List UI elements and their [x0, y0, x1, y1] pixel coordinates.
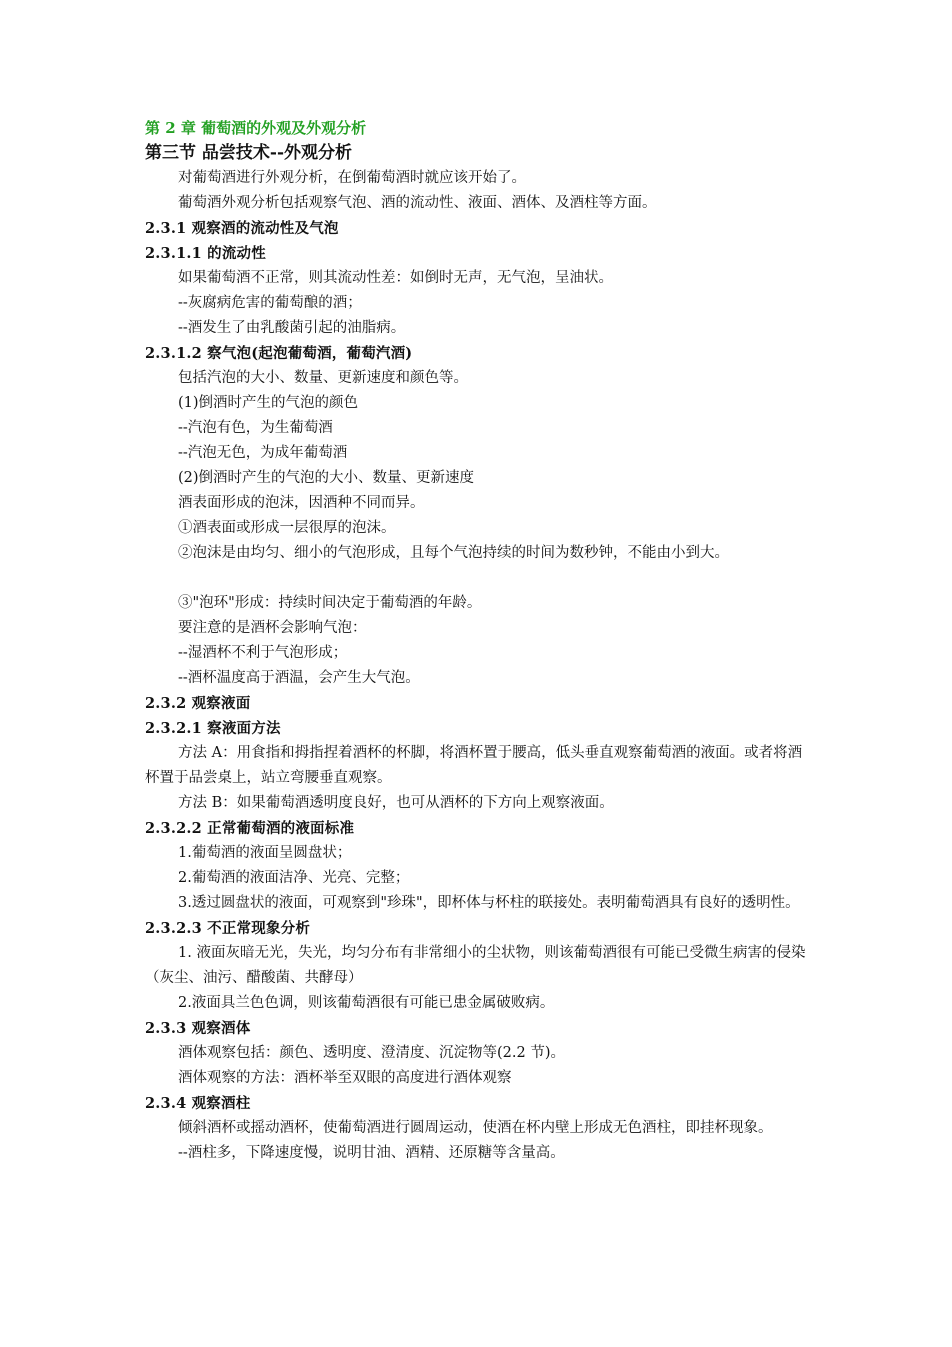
blank-line [145, 566, 813, 591]
body-line: 2.葡萄酒的液面洁净、光亮、完整； [178, 870, 410, 886]
heading-2-3-1: 2.3.1 观察酒的流动性及气泡 [145, 220, 339, 237]
body-paragraph: 1. 液面灰暗无光，失光，均匀分布有非常细小的尘状物，则该葡萄酒很有可能已受微生病害的侵染（灰尘、油污、醋酸菌、共酵母） [145, 945, 806, 986]
body-line: (2)倒酒时产生的气泡的大小、数量、更新速度 [178, 470, 475, 486]
body-line: --酒柱多，下降速度慢，说明甘油、酒精、还原糖等含量高。 [178, 1145, 565, 1161]
body-line: 如果葡萄酒不正常，则其流动性差：如倒时无声，无气泡，呈油状。 [178, 270, 613, 286]
chapter-title: 第 2 章 葡萄酒的外观及外观分析 [145, 119, 367, 137]
body-paragraph: 3.透过圆盘状的液面，可观察到"珍珠"，即杯体与杯柱的联接处。表明葡萄酒具有良好的透明性。 [178, 895, 800, 911]
intro-paragraph: 对葡萄酒进行外观分析，在倒葡萄酒时就应该开始了。 [178, 170, 526, 186]
body-line: 包括汽泡的大小、数量、更新速度和颜色等。 [178, 370, 468, 386]
body-line: 酒表面形成的泡沫，因酒种不同而异。 [178, 495, 425, 511]
body-line: --酒杯温度高于酒温，会产生大气泡。 [178, 670, 420, 686]
body-paragraph: 方法 A：用食指和拇指捏着酒杯的杯脚，将酒杯置于腰高，低头垂直观察葡萄酒的液面。或者将酒杯置于品尝桌上，站立弯腰垂直观察。 [145, 745, 803, 786]
heading-2-3-2-2: 2.3.2.2 正常葡萄酒的液面标准 [145, 820, 355, 837]
document-page [145, 116, 813, 1166]
body-line: 2.液面具兰色色调，则该葡萄酒很有可能已患金属破败病。 [178, 995, 555, 1011]
intro-paragraph: 葡萄酒外观分析包括观察气泡、酒的流动性、液面、酒体、及酒柱等方面。 [178, 195, 657, 211]
body-line: --汽泡无色，为成年葡萄酒 [178, 445, 348, 461]
heading-2-3-2: 2.3.2 观察液面 [145, 695, 251, 712]
heading-2-3-1-1: 2.3.1.1 的流动性 [145, 245, 266, 262]
body-line: 方法 B：如果葡萄酒透明度良好，也可从酒杯的下方向上观察液面。 [178, 795, 614, 811]
heading-2-3-3: 2.3.3 观察酒体 [145, 1020, 251, 1037]
body-line: 酒体观察的方法：酒杯举至双眼的高度进行酒体观察 [178, 1070, 512, 1086]
heading-2-3-1-2: 2.3.1.2 察气泡(起泡葡萄酒，葡萄汽酒) [145, 345, 413, 362]
body-line: --灰腐病危害的葡萄酿的酒； [178, 295, 362, 311]
body-line: ①酒表面或形成一层很厚的泡沫。 [178, 520, 396, 536]
body-line: (1)倒酒时产生的气泡的颜色 [178, 395, 359, 411]
body-line: --酒发生了由乳酸菌引起的油脂病。 [178, 320, 406, 336]
body-line: ②泡沫是由均匀、细小的气泡形成，且每个气泡持续的时间为数秒钟，不能由小到大。 [178, 545, 729, 561]
body-line: 要注意的是酒杯会影响气泡： [178, 620, 367, 636]
heading-2-3-2-3: 2.3.2.3 不正常现象分析 [145, 920, 311, 937]
heading-2-3-4: 2.3.4 观察酒柱 [145, 1095, 251, 1112]
body-line: 1.葡萄酒的液面呈圆盘状； [178, 845, 352, 861]
body-line: 酒体观察包括：颜色、透明度、澄清度、沉淀物等(2.2 节)。 [178, 1045, 565, 1061]
heading-2-3-2-1: 2.3.2.1 察液面方法 [145, 720, 281, 737]
body-line: --湿酒杯不利于气泡形成； [178, 645, 348, 661]
body-paragraph: 倾斜酒杯或摇动酒杯，使葡萄酒进行圆周运动，使酒在杯内壁上形成无色酒柱，即挂杯现象。 [178, 1120, 773, 1136]
body-line: ③"泡环"形成：持续时间决定于葡萄酒的年龄。 [178, 595, 482, 611]
body-line: --汽泡有色，为生葡萄酒 [178, 420, 333, 436]
section-title: 第三节 品尝技术--外观分析 [145, 143, 353, 163]
